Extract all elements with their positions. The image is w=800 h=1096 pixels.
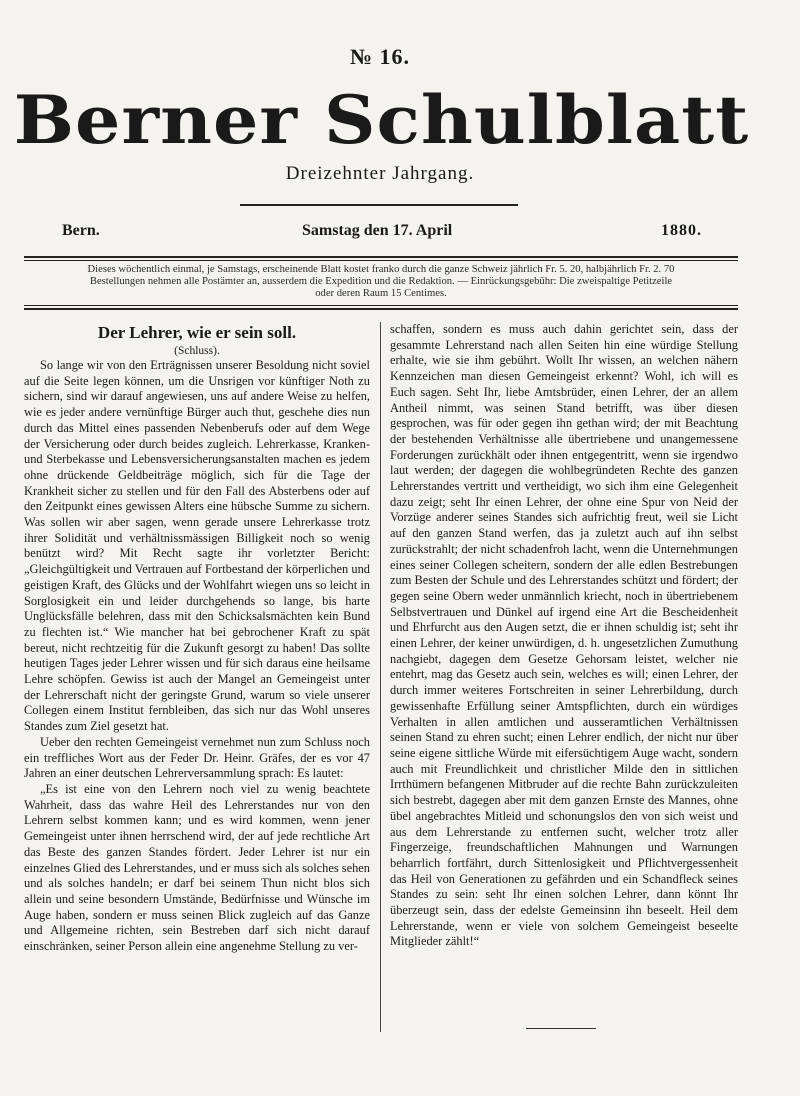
notice-line: Dieses wöchentlich einmal, je Samstags, erscheinende Blatt kostet franko durch die ganze Schweiz jährlich Fr. 5. 20, halbjährlich Fr. 2. 70 xyxy=(87,264,675,275)
article-paragraph: schaffen, sondern es muss auch dahin gerichtet sein, dass der gesammte Lehrerstand nach allen Seiten hin eine würdige Stellung erhalte, wie sie ihm gebührt. Wollt Ihr wissen, an welchen nähern Kennzeichen man diesen Gemeingeist erkennt? Wohl, ich will es Euch sagen. Seht Ihr, liebe Amtsbrüder, einen Lehrer, der an allem Antheil nimmt, was seinen Stand betrifft, was über diesen gesprochen, was für oder gegen ihn gethan wird; der mit Beachtung der bestehenden Verhältnisse alle übertriebene und unangemessene Forderungen zurückhält oder ihnen entgegentritt, wenn sie irgendwo laut werden; der dagegen die wohlbegründeten Rechte des ganzen Lehrerstandes vertritt und vertheidigt, wo sich ihm eine Gelegenheit dazu zeigt; seht Ihr einen Lehrer, der ohne eine Spur von Neid der Vorzüge anderer seines Standes sich aufrichtig freut, weil sie Licht auf den ganzen Stand werfen, das ja zuletzt auch auf ihn selbst zurückstrahlt; der nicht schadenfroh lacht, wenn die Unternehmungen eines seiner Collegen scheitern, sondern der alle edlen Bestrebungen zum Besten der Schule und des Lehrerstandes schützt und fördert; der gegen seine Obern weder unmännlich kriecht, noch in übertriebenem Selbstvertrauen und Dünkel auf irgend eine Art die Bescheidenheit und Ehrfurcht aus den Augen setzt, die er ihnen schuldig ist; seht ihr einen Lehrer, der keiner unwürdigen, d. h. ungesetzlichen Zumuthung nachgiebt, dagegen dem Gesetze Gehorsam leistet, welcher nie entehrt, mag das Gesetz auch sein, welches es will; einen Lehrer, der durch immer weiteres Fortschreiten in seiner Lehrerbildung, durch gewissenhafte Erfüllung seiner Amtspflichten, durch ein würdiges Verhalten in allen amtlichen und ausseramtlichen Verhältnissen seinen Stand zu ehren sucht; einen Lehrer endlich, der nicht nur über seine eigene sittliche Würde mit eifersüchtigem Auge wacht, sondern auch mit Freundlichkeit und christlicher Milde den in sittlichen Irrthümern befangenen Mitbruder auf die rechte Bahn zurückzuleiten sich bestrebt, dagegen aber mit dem ganzen Ernste des Mannes, ohne übel angebrachtes Mitleid und schonungslos den von sich weist und aus dem Lehrerstande zu entfernen sucht, welcher trotz aller Fingerzeige, freundschaftlichen Mahnungen und Warnungen beharrlich fortfährt, durch Sittenlosigkeit und Pflichtvergessenheit das Heil von Generationen zu gefährden und ein Schandfleck seines Standes zu sein: seht Ihr einen solchen Lehrer, dann könnt Ihr überzeugt sein, dass der edelste Gemeinsinn ihn beseelt. Heil dem Lehrerstande, wenn er viele von solchem Gemeingeist beseelte Mitglieder zählt!“ xyxy=(390,322,738,949)
column-separator xyxy=(380,322,381,1032)
notice-bottom-rule-thin xyxy=(24,305,738,306)
notice-top-rule xyxy=(24,256,738,258)
dateline-date: Samstag den 17. April xyxy=(302,222,453,239)
notice-line: oder deren Raum 15 Centimes. xyxy=(315,288,447,299)
article-column-right xyxy=(390,322,738,950)
article-end-rule xyxy=(526,1028,596,1029)
subscription-notice xyxy=(24,264,738,300)
notice-line: Bestellungen nehmen alle Postämter an, ausserdem die Expedition und die Redaktion. — Einrückungsgebühr: Die zweispaltige Petitzeile xyxy=(89,276,673,287)
dateline-place: Bern. xyxy=(62,222,100,239)
notice-top-rule-thin xyxy=(24,260,738,261)
article-subtitle: (Schluss). xyxy=(174,345,220,357)
dateline-year: 1880. xyxy=(661,222,702,239)
volume-subtitle: Dreizehnter Jahrgang. xyxy=(285,163,475,184)
article-paragraph: „Es ist eine von den Lehrern noch viel zu wenig beachtete Wahrheit, dass das wahre Heil des Lehrerstandes nur von den Lehrern selbst kommen kann; und es wird kommen, wenn jener Gemeingeist unter ihnen herrschend wird, der auf jede rechtliche Art das Beste des ganzen Standes fördert. Jeder Lehrer ist nur ein einzelnes Glied des Lehrerstandes, und er muss sich als solches sehen und als solches handeln; er darf bei seinem Thun nicht blos sich allein und seine besondern Umstände, Bedürfnisse und Wünsche im Auge haben, sondern er muss seinen Blick zugleich auf das Ganze und Allgemeine richten, sein Bestreben darf sich nicht darauf einschränken, seiner Person allein eine angenehme Stellung zu ver- xyxy=(24,781,370,954)
notice-bottom-rule xyxy=(24,308,738,310)
article-paragraph: So lange wir von den Erträgnissen unserer Besoldung nicht soviel auf die Seite legen können, um die Unsrigen vor künftiger Noth zu sichern, sind wir darauf angewiesen, uns auf andere Weise zu helfen, wie es jeder andere vernünftige Bürger auch thut, geschehe dies nun durch das Mittel eines passenden Nebenberufs oder auf dem Wege der Versicherung oder durch beides zugleich. Lehrerkasse, Kranken- und Sterbekasse und Lebensversicherungsanstalten machen es jedem ohne drückende Geldbeiträge möglich, sich für die Tage der Krankheit sicher zu stellen und für den Fall des Absterbens oder auf den Zeitpunkt eines gewissen Alters eine hübsche Summe zu sichern. Was sollen wir aber sagen, wenn gerade unsere Lehrerkasse trotz ihrer Solidität und verhältnissmässigen Billigkeit noch so wenig benützt wird? Mit Recht sagte ihr vorletzter Bericht: „Gleichgültigkeit und Vertrauen auf Fortbestand der körperlichen und geistigen Kraft, des Glücks und der Wohlfahrt wiegen uns so leicht in Sorglosigkeit ein und leider durchgehends so lange, bis harte Unglücksfälle belehren, dass mit den Schicksalsmächten kein Bund zu flechten ist.“ Wie mancher hat bei gebrochener Kraft zu spät bereut, nicht rechtzeitig für die Zukunft gesorgt zu haben! Das sollte heutigen Tages jeder Lehrer wissen und für sich daraus eine heilsame Lehre schöpfen. Gewiss ist auch der Mangel an Gemeingeist unter der Lehrerschaft nicht der geringste Grund, warum so viele unserer Collegen einem Institut fernbleiben, das sich nur das Wohl unseres Standes zum Ziel gesetzt hat. xyxy=(24,358,370,734)
header-divider xyxy=(240,204,518,206)
article-title: Der Lehrer, wie er sein soll. xyxy=(97,323,297,342)
article-paragraph: Ueber den rechten Gemeingeist vernehmet nun zum Schluss noch ein treffliches Wort aus der Feder Dr. Heinr. Gräfes, der es vor 47 Jahren an einer deutschen Lehrerversammlung sprach: Es lautet: xyxy=(24,734,370,781)
issue-number: № 16. xyxy=(349,44,411,69)
article-column-left xyxy=(24,322,370,955)
masthead-title: Berner Schulblatt xyxy=(13,81,750,159)
